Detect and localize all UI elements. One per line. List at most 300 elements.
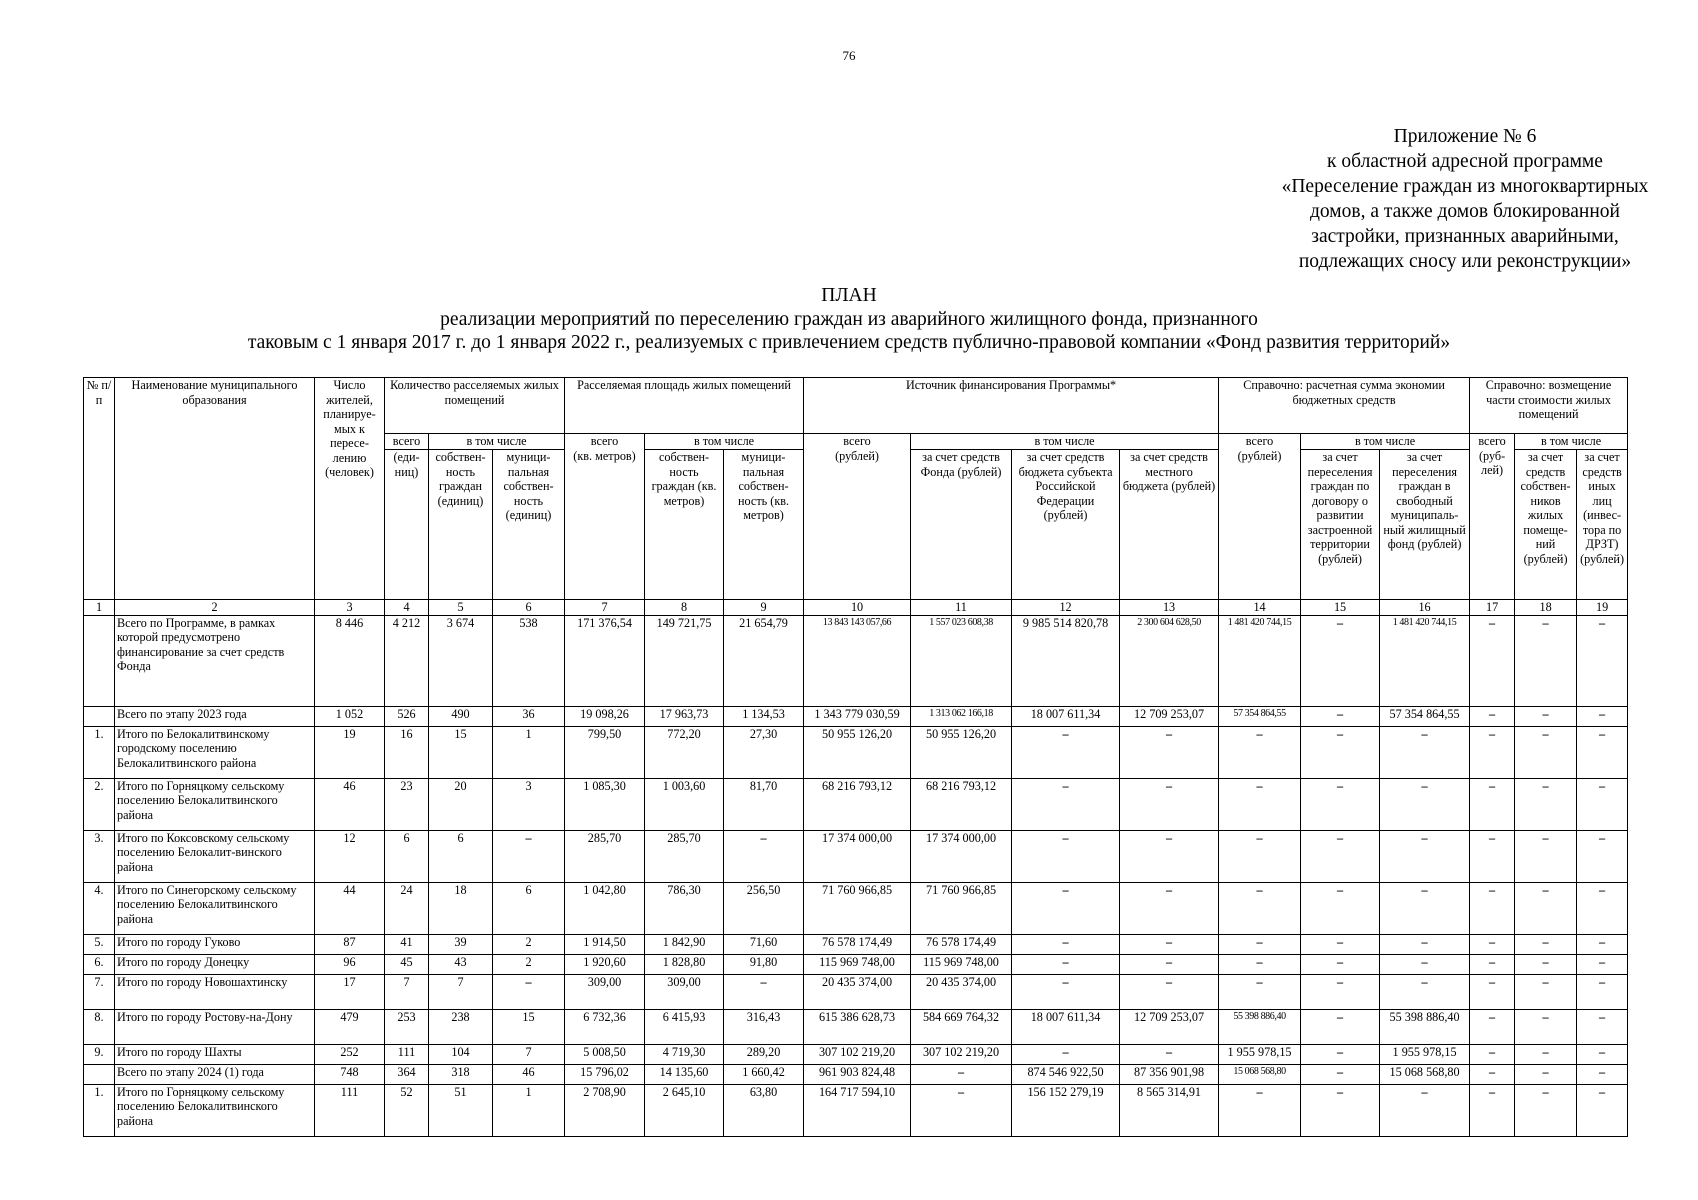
cell-rooms-total: 45 [385,954,429,974]
header-finance-group: Источник финансирования Программы* [804,378,1219,434]
cell-rooms-mun: 46 [493,1064,565,1084]
cell-sav-dev: – [1301,778,1380,830]
cell-comp-total: – [1470,726,1515,778]
cell-fin-local: – [1120,882,1219,934]
cell-rooms-mun: 15 [493,1009,565,1044]
cell-rooms-own: 104 [429,1044,493,1064]
cell-sav-dev: – [1301,974,1380,1009]
cell-comp-total: – [1470,1084,1515,1136]
cell-rooms-own: 18 [429,882,493,934]
cell-area-total: 799,50 [565,726,645,778]
cell-rooms-own: 39 [429,934,493,954]
column-number: 19 [1577,600,1628,616]
cell-sav-free: 1 955 978,15 [1380,1044,1470,1064]
cell-fin-fund: 68 216 793,12 [911,778,1012,830]
cell-area-mun: 1 134,53 [724,706,804,726]
column-number: 9 [724,600,804,616]
cell-area-own: 786,30 [645,882,724,934]
cell-comp-owners: – [1515,726,1577,778]
cell-area-mun: 316,43 [724,1009,804,1044]
cell-fin-total: 307 102 219,20 [804,1044,911,1064]
cell-area-mun: 81,70 [724,778,804,830]
appendix-line: застройки, признанных аварийными, [1311,226,1619,247]
cell-sav-total: 1 481 420 744,15 [1219,615,1301,706]
cell-comp-other: – [1577,1044,1628,1064]
cell-sav-free: – [1380,882,1470,934]
header-area-own: собствен-ность граждан (кв. метров) [645,450,724,600]
appendix-block [1230,124,1698,274]
cell-area-own: 1 842,90 [645,934,724,954]
cell-area-own: 14 135,60 [645,1064,724,1084]
cell-fin-local: – [1120,726,1219,778]
cell-fin-fund: 76 578 174,49 [911,934,1012,954]
row-name: Итого по Горняцкому сельскому поселению Белокалитвинского района [115,778,315,830]
cell-comp-total: – [1470,1064,1515,1084]
cell-area-own: 285,70 [645,830,724,882]
cell-fin-fund: 17 374 000,00 [911,830,1012,882]
appendix-line: «Переселение граждан из многоквартирных [1281,176,1649,197]
cell-area-own: 772,20 [645,726,724,778]
appendix-line: к областной адресной программе [1327,151,1603,172]
header-rooms-total: всего [385,434,429,450]
cell-comp-other: – [1577,706,1628,726]
row-num: 1. [84,726,115,778]
cell-fin-local: 12 709 253,07 [1120,1009,1219,1044]
row-name: Итого по городу Донецку [115,954,315,974]
header-comp-owners: за счет средств собствен-ников жилых помеще-ний (рублей) [1515,450,1577,600]
cell-area-own: 2 645,10 [645,1084,724,1136]
header-comp-total: всего (руб-лей) [1470,434,1515,600]
cell-fin-total: 17 374 000,00 [804,830,911,882]
cell-residents: 44 [315,882,385,934]
cell-comp-other: – [1577,954,1628,974]
column-number: 8 [645,600,724,616]
row-name: Итого по Коксовскому сельскому поселению Белокалит-винского района [115,830,315,882]
cell-comp-owners: – [1515,882,1577,934]
cell-rooms-total: 24 [385,882,429,934]
header-fin-including: в том числе [911,434,1219,450]
table-row [84,615,1628,706]
cell-area-total: 1 042,80 [565,882,645,934]
header-area-including: в том числе [645,434,804,450]
cell-residents: 252 [315,1044,385,1064]
table-row [84,726,1628,778]
column-number: 12 [1012,600,1120,616]
cell-fin-total: 76 578 174,49 [804,934,911,954]
cell-residents: 748 [315,1064,385,1084]
table-row [84,974,1628,1009]
cell-area-total: 285,70 [565,830,645,882]
cell-residents: 46 [315,778,385,830]
plan-title-line: таковым с 1 января 2017 г. до 1 января 2022 г., реализуемых с привлечением средств публично-правовой компании «Фонд развития территорий» [247,332,1451,353]
column-number: 18 [1515,600,1577,616]
cell-sav-dev: – [1301,706,1380,726]
cell-fin-local: – [1120,1044,1219,1064]
cell-area-mun: 1 660,42 [724,1064,804,1084]
row-num: 5. [84,934,115,954]
cell-rooms-mun: 1 [493,1084,565,1136]
cell-comp-total: – [1470,1009,1515,1044]
cell-comp-owners: – [1515,1044,1577,1064]
row-num [84,1064,115,1084]
header-rooms-total-unit: (еди-ниц) [385,450,429,600]
cell-rooms-own: 7 [429,974,493,1009]
cell-fin-fund: – [911,1084,1012,1136]
column-number: 3 [315,600,385,616]
cell-area-own: 6 415,93 [645,1009,724,1044]
cell-residents: 96 [315,954,385,974]
column-number: 1 [84,600,115,616]
cell-rooms-total: 6 [385,830,429,882]
cell-fin-fund: 1 557 023 608,38 [911,615,1012,706]
appendix-line: Приложение № 6 [1393,126,1537,147]
cell-sav-free: – [1380,830,1470,882]
cell-area-total: 309,00 [565,974,645,1009]
cell-sav-dev: – [1301,1009,1380,1044]
cell-rooms-mun: 2 [493,954,565,974]
cell-sav-dev: – [1301,615,1380,706]
column-number: 17 [1470,600,1515,616]
row-num: 6. [84,954,115,974]
column-number: 10 [804,600,911,616]
cell-rooms-total: 41 [385,934,429,954]
row-name: Всего по Программе, в рамках которой предусмотрено финансирование за счет средств Фонда [115,615,315,706]
cell-sav-free: 15 068 568,80 [1380,1064,1470,1084]
cell-area-mun: 63,80 [724,1084,804,1136]
table-row [84,934,1628,954]
header-sav-free: за счет переселения граждан в свободный муниципаль-ный жилищный фонд (рублей) [1380,450,1470,600]
row-num: 2. [84,778,115,830]
cell-comp-other: – [1577,934,1628,954]
cell-comp-other: – [1577,778,1628,830]
cell-rooms-total: 7 [385,974,429,1009]
cell-residents: 1 052 [315,706,385,726]
cell-comp-total: – [1470,615,1515,706]
cell-residents: 17 [315,974,385,1009]
row-name: Итого по городу Шахты [115,1044,315,1064]
cell-rooms-total: 23 [385,778,429,830]
cell-rooms-own: 6 [429,830,493,882]
cell-comp-other: – [1577,726,1628,778]
table-row [84,954,1628,974]
cell-rooms-total: 4 212 [385,615,429,706]
column-number: 15 [1301,600,1380,616]
cell-fin-fund: – [911,1064,1012,1084]
table-row [84,882,1628,934]
cell-sav-dev: – [1301,726,1380,778]
cell-area-total: 15 796,02 [565,1064,645,1084]
header-area-mun: муници-пальная собствен-ность (кв. метров) [724,450,804,600]
table-header [84,378,1628,616]
cell-sav-total: – [1219,830,1301,882]
cell-fin-local: – [1120,954,1219,974]
column-number: 6 [493,600,565,616]
cell-comp-owners: – [1515,778,1577,830]
cell-sav-free: – [1380,974,1470,1009]
cell-area-own: 1 003,60 [645,778,724,830]
cell-sav-free: – [1380,1084,1470,1136]
column-number: 14 [1219,600,1301,616]
cell-fin-subject: – [1012,726,1120,778]
cell-fin-subject: 9 985 514 820,78 [1012,615,1120,706]
cell-comp-other: – [1577,1064,1628,1084]
header-num: № п/п [84,378,115,600]
cell-comp-other: – [1577,882,1628,934]
cell-comp-total: – [1470,882,1515,934]
cell-area-mun: 27,30 [724,726,804,778]
column-number: 11 [911,600,1012,616]
row-num: 3. [84,830,115,882]
cell-rooms-mun: 7 [493,1044,565,1064]
cell-rooms-own: 51 [429,1084,493,1136]
header-rooms-group: Количество расселяемых жилых помещений [385,378,565,434]
cell-fin-total: 115 969 748,00 [804,954,911,974]
cell-fin-local: – [1120,778,1219,830]
cell-fin-fund: 584 669 764,32 [911,1009,1012,1044]
header-rooms-mun: муници-пальная собствен-ность (единиц) [493,450,565,600]
header-rooms-own: собствен-ность граждан (единиц) [429,450,493,600]
cell-sav-total: 15 068 568,80 [1219,1064,1301,1084]
cell-sav-dev: – [1301,934,1380,954]
cell-fin-subject: – [1012,954,1120,974]
cell-fin-subject: 874 546 922,50 [1012,1064,1120,1084]
cell-comp-total: – [1470,934,1515,954]
cell-fin-total: 961 903 824,48 [804,1064,911,1084]
header-comp-group: Справочно: возмещение части стоимости жилых помещений [1470,378,1628,434]
cell-residents: 8 446 [315,615,385,706]
cell-fin-fund: 71 760 966,85 [911,882,1012,934]
cell-sav-total: – [1219,954,1301,974]
header-sav-including: в том числе [1301,434,1470,450]
cell-sav-dev: – [1301,830,1380,882]
row-num: 8. [84,1009,115,1044]
row-name: Итого по городу Ростову-на-Дону [115,1009,315,1044]
cell-area-own: 149 721,75 [645,615,724,706]
cell-comp-total: – [1470,830,1515,882]
cell-residents: 111 [315,1084,385,1136]
cell-sav-dev: – [1301,1064,1380,1084]
cell-rooms-total: 16 [385,726,429,778]
cell-comp-owners: – [1515,934,1577,954]
header-fin-subject: за счет средств бюджета субъекта Российской Федерации (рублей) [1012,450,1120,600]
cell-rooms-own: 318 [429,1064,493,1084]
header-area-group: Расселяемая площадь жилых помещений [565,378,804,434]
cell-rooms-mun: 36 [493,706,565,726]
cell-comp-owners: – [1515,954,1577,974]
cell-residents: 479 [315,1009,385,1044]
header-area-total: всего (кв. метров) [565,434,645,600]
table-row [84,706,1628,726]
header-savings-group: Справочно: расчетная сумма экономии бюджетных средств [1219,378,1470,434]
cell-sav-dev: – [1301,882,1380,934]
cell-comp-other: – [1577,615,1628,706]
column-number: 2 [115,600,315,616]
page-number: 76 [842,48,856,63]
cell-fin-total: 615 386 628,73 [804,1009,911,1044]
cell-comp-total: – [1470,954,1515,974]
cell-sav-dev: – [1301,954,1380,974]
cell-comp-owners: – [1515,615,1577,706]
cell-residents: 87 [315,934,385,954]
cell-comp-other: – [1577,1009,1628,1044]
table-row [84,1064,1628,1084]
cell-rooms-mun: – [493,974,565,1009]
cell-area-mun: 289,20 [724,1044,804,1064]
cell-comp-owners: – [1515,1084,1577,1136]
cell-sav-total: 1 955 978,15 [1219,1044,1301,1064]
header-fin-local: за счет средств местного бюджета (рублей) [1120,450,1219,600]
cell-area-own: 4 719,30 [645,1044,724,1064]
cell-rooms-total: 111 [385,1044,429,1064]
cell-residents: 19 [315,726,385,778]
cell-area-total: 2 708,90 [565,1084,645,1136]
cell-fin-local: 2 300 604 628,50 [1120,615,1219,706]
cell-rooms-mun: 1 [493,726,565,778]
cell-rooms-total: 526 [385,706,429,726]
cell-area-mun: 21 654,79 [724,615,804,706]
cell-fin-subject: – [1012,974,1120,1009]
cell-area-total: 6 732,36 [565,1009,645,1044]
header-fin-total: всего (рублей) [804,434,911,600]
plan-title [0,284,1698,355]
cell-sav-free: 55 398 886,40 [1380,1009,1470,1044]
cell-rooms-total: 52 [385,1084,429,1136]
row-num: 4. [84,882,115,934]
cell-sav-free: – [1380,934,1470,954]
cell-fin-subject: – [1012,1044,1120,1064]
cell-area-mun: – [724,974,804,1009]
header-fin-fund: за счет средств Фонда (рублей) [911,450,1012,600]
cell-fin-subject: 18 007 611,34 [1012,1009,1120,1044]
cell-comp-other: – [1577,830,1628,882]
cell-comp-owners: – [1515,1064,1577,1084]
cell-sav-free: 57 354 864,55 [1380,706,1470,726]
header-comp-including: в том числе [1515,434,1628,450]
cell-area-own: 17 963,73 [645,706,724,726]
column-number: 4 [385,600,429,616]
cell-sav-total: – [1219,974,1301,1009]
row-name: Итого по городу Гуково [115,934,315,954]
cell-area-mun: 71,60 [724,934,804,954]
cell-area-total: 1 920,60 [565,954,645,974]
cell-rooms-mun: 2 [493,934,565,954]
cell-fin-total: 71 760 966,85 [804,882,911,934]
cell-rooms-mun: 538 [493,615,565,706]
plan-table [83,377,1628,1137]
cell-area-mun: 91,80 [724,954,804,974]
cell-sav-total: – [1219,1084,1301,1136]
cell-comp-total: – [1470,974,1515,1009]
header-comp-other: за счет средств иных лиц (инвес-тора по ДРЗТ) (рублей) [1577,450,1628,600]
cell-comp-total: – [1470,778,1515,830]
cell-fin-total: 164 717 594,10 [804,1084,911,1136]
cell-rooms-mun: 3 [493,778,565,830]
table-row [84,1009,1628,1044]
cell-rooms-own: 3 674 [429,615,493,706]
cell-comp-other: – [1577,974,1628,1009]
header-sav-total: всего (рублей) [1219,434,1301,600]
cell-rooms-total: 364 [385,1064,429,1084]
cell-area-mun: 256,50 [724,882,804,934]
row-num [84,615,115,706]
appendix-line: подлежащих сносу или реконструкции» [1298,251,1632,272]
cell-area-total: 1 914,50 [565,934,645,954]
plan-title-heading: ПЛАН [821,285,877,306]
cell-rooms-own: 20 [429,778,493,830]
row-num: 7. [84,974,115,1009]
cell-area-total: 171 376,54 [565,615,645,706]
cell-area-own: 1 828,80 [645,954,724,974]
cell-fin-local: 8 565 314,91 [1120,1084,1219,1136]
table-row [84,1044,1628,1064]
cell-comp-total: – [1470,1044,1515,1064]
cell-fin-local: – [1120,974,1219,1009]
column-number-row [84,600,1628,616]
row-num: 9. [84,1044,115,1064]
table-body [84,615,1628,1136]
cell-comp-owners: – [1515,1009,1577,1044]
cell-fin-fund: 50 955 126,20 [911,726,1012,778]
table-row [84,1084,1628,1136]
cell-fin-local: 87 356 901,98 [1120,1064,1219,1084]
cell-fin-subject: – [1012,934,1120,954]
cell-fin-subject: – [1012,882,1120,934]
row-name: Всего по этапу 2023 года [115,706,315,726]
table-row [84,778,1628,830]
cell-sav-total: – [1219,934,1301,954]
cell-sav-dev: – [1301,1044,1380,1064]
row-name: Итого по городу Новошахтинску [115,974,315,1009]
header-sav-dev: за счет переселения граждан по договору о развитии застроенной территории (рублей) [1301,450,1380,600]
cell-sav-total: 55 398 886,40 [1219,1009,1301,1044]
row-name: Итого по Горняцкому сельскому поселению Белокалитвинского района [115,1084,315,1136]
cell-sav-total: – [1219,778,1301,830]
header-rooms-including: в том числе [429,434,565,450]
column-number: 13 [1120,600,1219,616]
cell-area-total: 19 098,26 [565,706,645,726]
cell-rooms-own: 238 [429,1009,493,1044]
cell-rooms-own: 490 [429,706,493,726]
cell-sav-free: 1 481 420 744,15 [1380,615,1470,706]
cell-area-total: 5 008,50 [565,1044,645,1064]
cell-residents: 12 [315,830,385,882]
cell-fin-subject: 156 152 279,19 [1012,1084,1120,1136]
row-num [84,706,115,726]
cell-fin-fund: 1 313 062 166,18 [911,706,1012,726]
cell-fin-total: 68 216 793,12 [804,778,911,830]
cell-sav-total: – [1219,726,1301,778]
cell-fin-total: 13 843 143 057,66 [804,615,911,706]
column-number: 7 [565,600,645,616]
cell-fin-fund: 307 102 219,20 [911,1044,1012,1064]
cell-rooms-own: 15 [429,726,493,778]
cell-fin-fund: 115 969 748,00 [911,954,1012,974]
appendix-line: домов, а также домов блокированной [1310,201,1620,222]
cell-fin-total: 20 435 374,00 [804,974,911,1009]
cell-rooms-mun: – [493,830,565,882]
cell-area-mun: – [724,830,804,882]
cell-sav-dev: – [1301,1084,1380,1136]
row-name: Итого по Синегорскому сельскому поселению Белокалитвинского района [115,882,315,934]
column-number: 5 [429,600,493,616]
cell-rooms-mun: 6 [493,882,565,934]
cell-sav-free: – [1380,954,1470,974]
cell-fin-total: 1 343 779 030,59 [804,706,911,726]
cell-fin-local: – [1120,830,1219,882]
cell-rooms-own: 43 [429,954,493,974]
column-number: 16 [1380,600,1470,616]
cell-sav-free: – [1380,778,1470,830]
